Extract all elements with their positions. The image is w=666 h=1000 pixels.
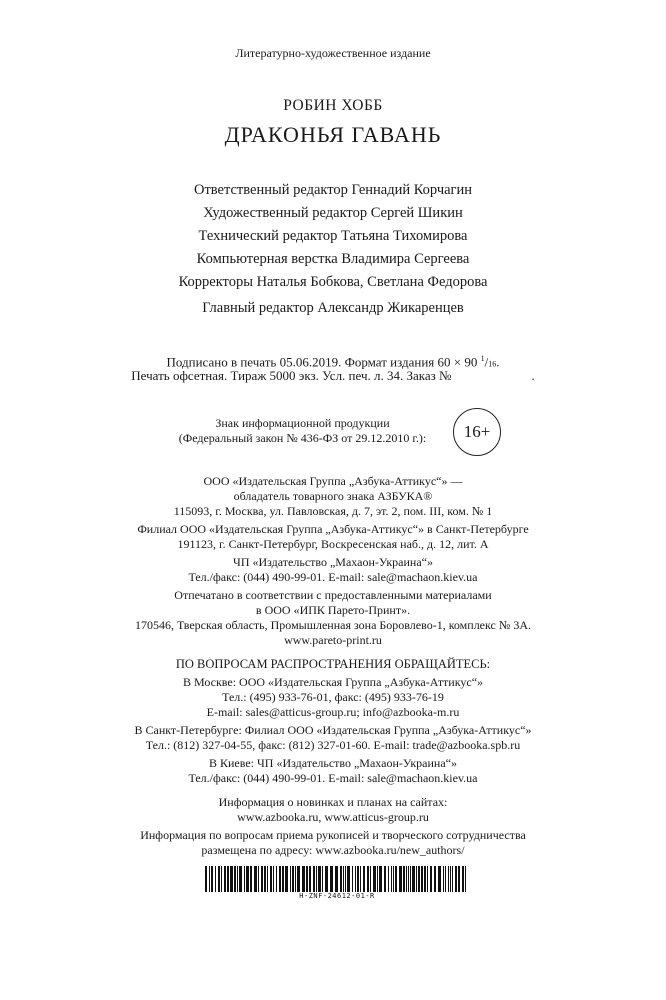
publisher-line: ЧП «Издательство „Махаон-Украина“» [233,555,433,569]
credit-line: Компьютерная верстка Владимира Сергеева [196,251,470,267]
printer-line: Отпечатано в соответствии с предоставленными материалами [174,588,492,602]
credit-line: Главный редактор Александр Жикаренцев [202,300,464,316]
distribution-line: В Москве: ООО «Издательская Группа „Азбука-Аттикус“» [182,675,484,689]
info-line: Информация о новинках и планах на сайтах: [218,795,448,809]
printer-line: www.pareto-print.ru [284,633,382,647]
distribution-line: В Санкт-Петербурге: Филиал ООО «Издательская Группа „Азбука-Аттикус“» [134,723,532,737]
publisher-line: 191123, г. Санкт-Петербург, Воскресенская наб., д. 12, лит. А [177,537,489,551]
book-title: ДРАКОНЬЯ ГАВАНЬ [224,122,442,147]
print-info-line-2: Печать офсетная. Тираж 5000 экз. Усл. печ. л. 34. Заказ № . [131,368,535,383]
credit-line: Технический редактор Татьяна Тихомирова [198,228,468,244]
printer-line: в ООО «ИПК Парето-Принт». [255,603,411,617]
distribution-line: В Киеве: ЧП «Издательство „Махаон-Украина“» [209,756,457,770]
age-rating-text: Знак информационной продукции (Федеральный закон № 436-ФЗ от 29.12.2010 г.): [178,416,427,445]
publisher-line: Тел./факс: (044) 490-99-01. E-mail: sale@machaon.kiev.ua [188,570,478,584]
distribution-line: Тел.: (812) 327-04-55, факс: (812) 327-01-60. E-mail: trade@azbooka.spb.ru [145,738,521,752]
barcode-image [205,866,469,892]
info-line: www.azbooka.ru, www.atticus-group.ru [237,810,429,824]
publisher-line: ООО «Издательская Группа „Азбука-Аттикус“» — [203,474,463,488]
barcode-label: H-ZNF-24612-01-R [299,892,375,900]
info-line: Информация по вопросам приема рукописей и творческого сотрудничества [140,828,526,842]
distribution-heading: ПО ВОПРОСАМ РАСПРОСТРАНЕНИЯ ОБРАЩАЙТЕСЬ: [175,657,491,671]
edition-type: Литературно-художественное издание [235,46,431,60]
distribution-line: E-mail: sales@atticus-group.ru; info@azbooka-m.ru [206,705,460,719]
distribution-line: Тел./факс: (044) 490-99-01. E-mail: sale@machaon.kiev.ua [188,771,478,785]
credit-line: Художественный редактор Сергей Шикин [203,205,463,221]
publisher-line: Филиал ООО «Издательская Группа „Азбука-Аттикус“» в Санкт-Петербурге [137,522,529,536]
distribution-line: Тел.: (495) 933-76-01, факс: (495) 933-76-19 [222,690,444,704]
publisher-line: 115093, г. Москва, ул. Павловская, д. 7, эт. 2, пом. III, ком. № 1 [173,504,493,518]
print-info-line-1: Подписано в печать 05.06.2019. Формат издания 60 × 90 $^1$/16. [166,354,500,370]
credit-line: Ответственный редактор Геннадий Корчагин [193,182,473,198]
author-name: РОБИН ХОББ [283,97,383,114]
publisher-line: обладатель товарного знака АЗБУКА® [233,489,433,503]
printer-line: 170546, Тверская область, Промышленная зона Боровлево-1, комплекс № 3А. [135,618,531,632]
age-rating-badge: 16+ [453,408,501,456]
credit-line: Корректоры Наталья Бобкова, Светлана Федорова [178,274,488,290]
format-fraction-denominator: 16 [488,359,497,369]
info-line: размещена по адресу: www.azbooka.ru/new_authors/ [201,843,465,857]
format-fraction-numerator: 1 [480,354,485,363]
